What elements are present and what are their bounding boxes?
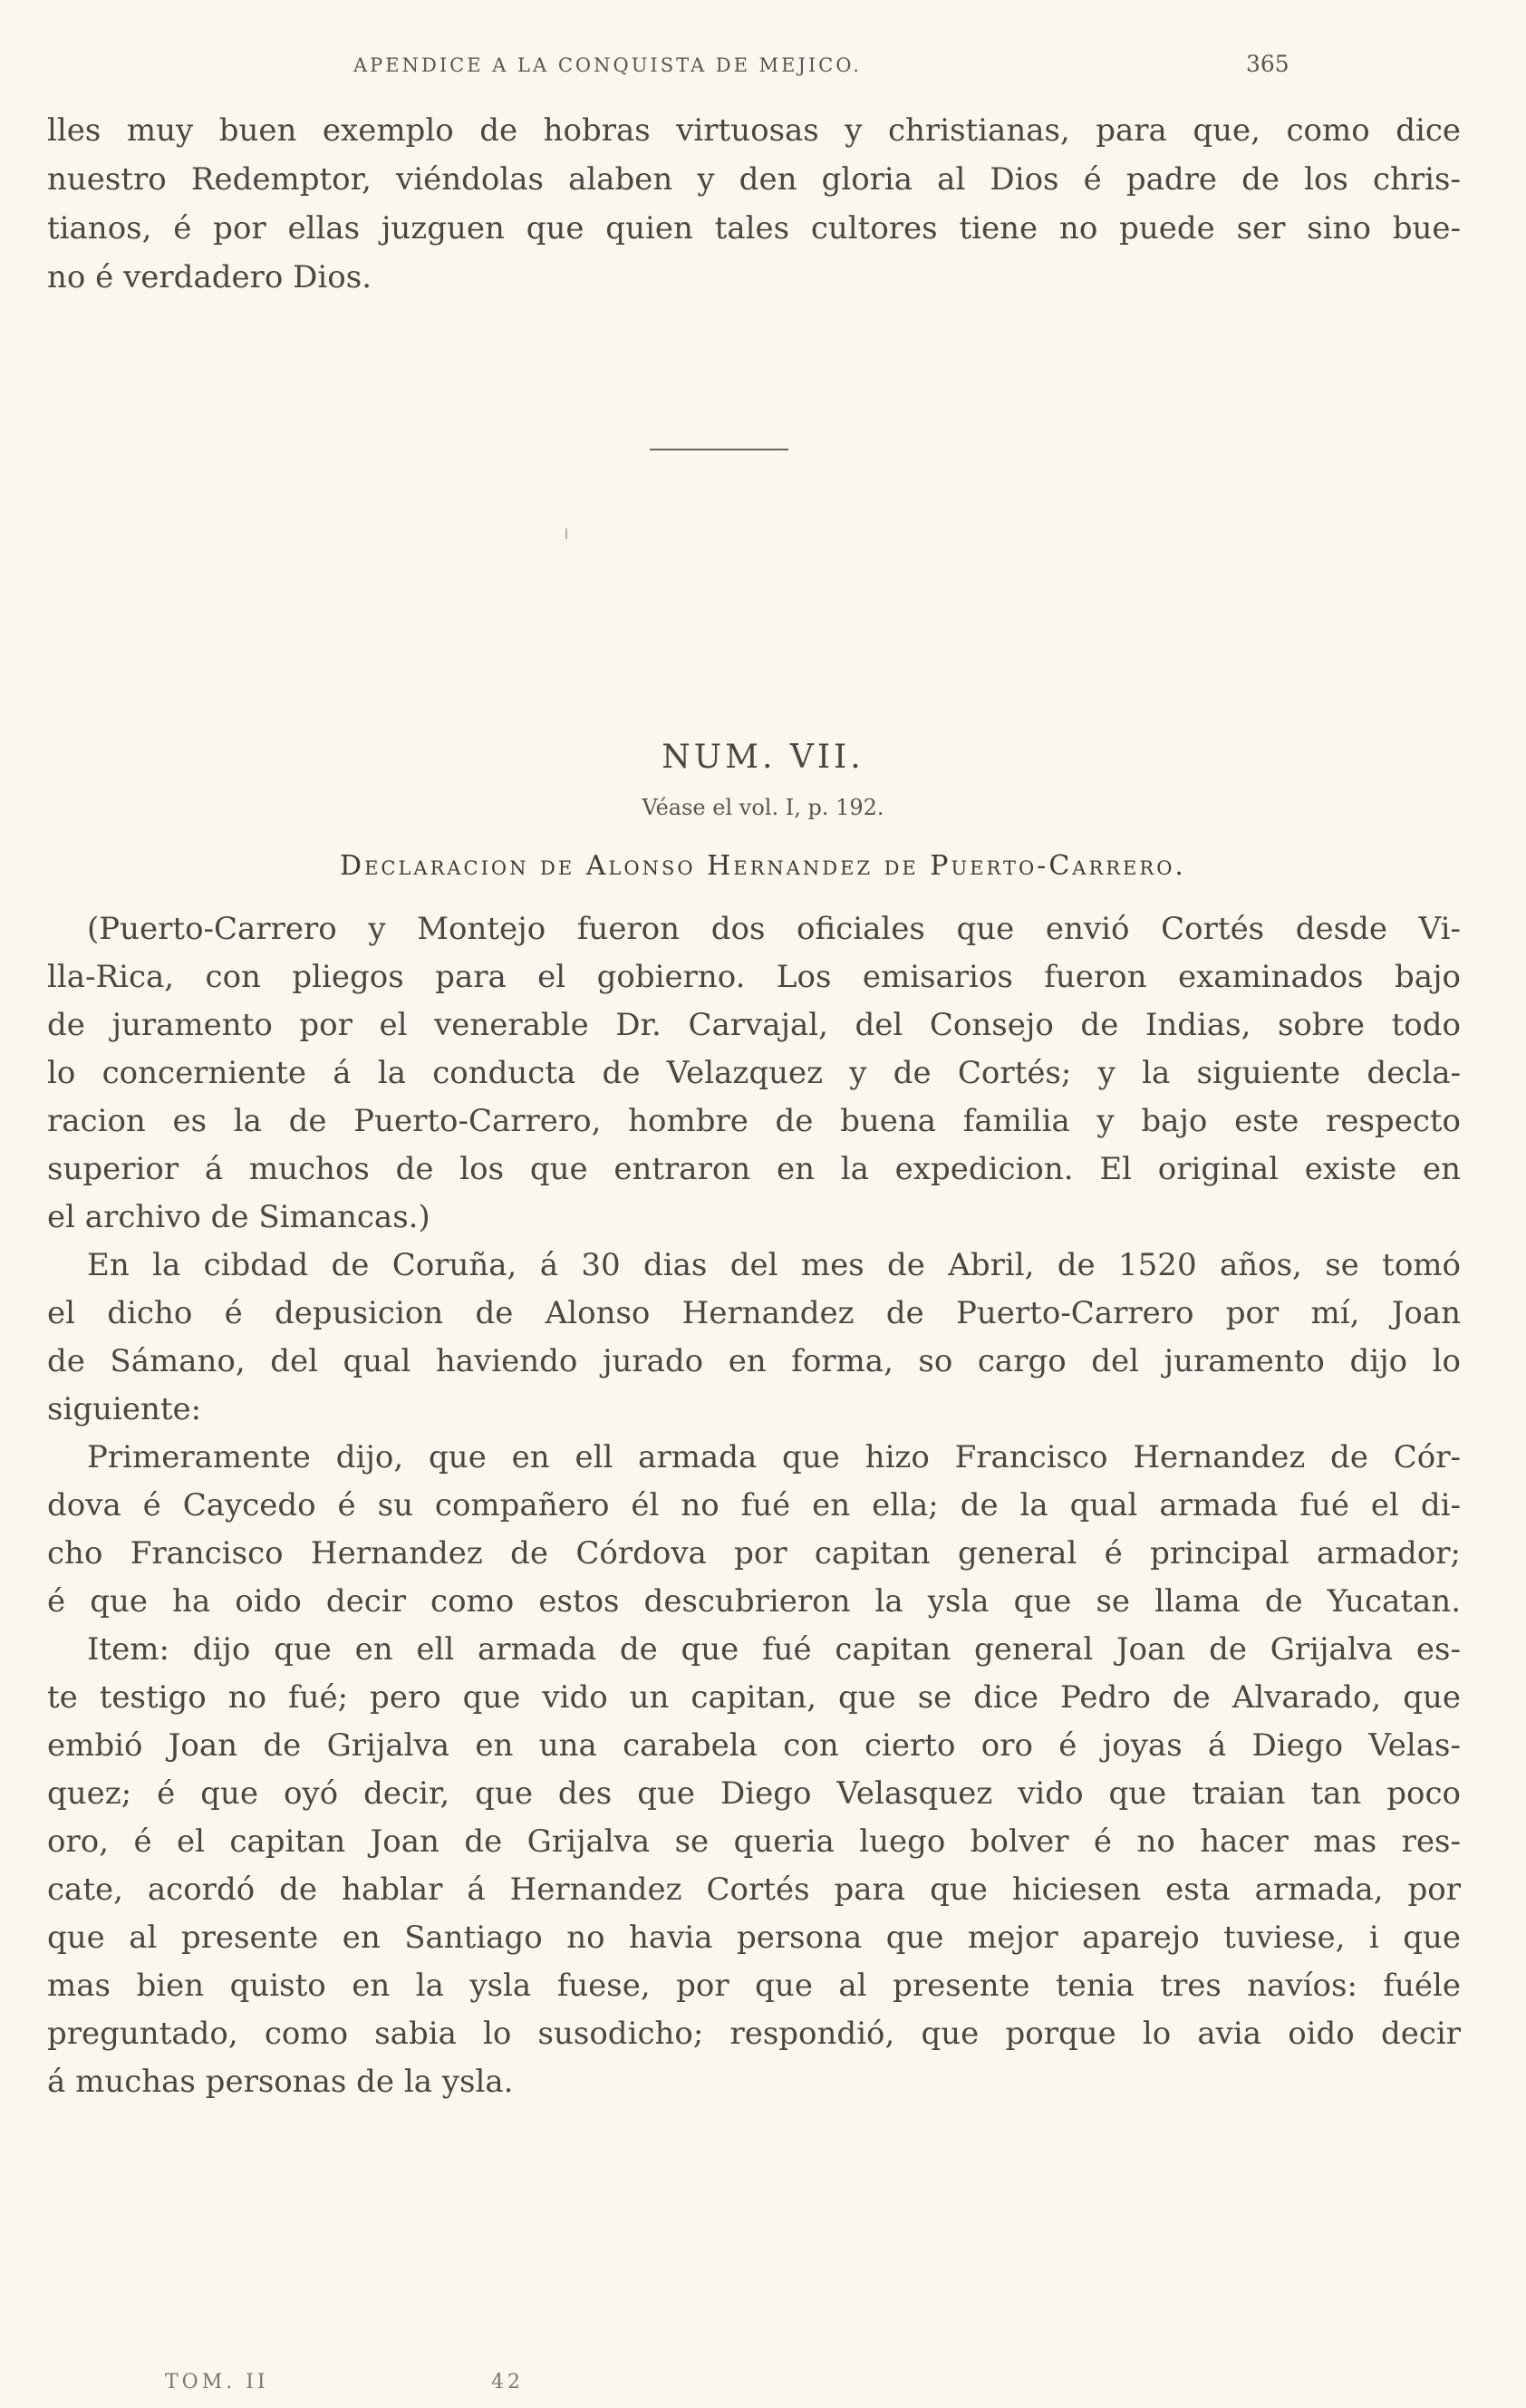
text-line: (Puerto-Carrero y Montejo fueron dos oficiales que envió Cortés desde Vi- (87, 911, 1461, 947)
text-line: lla-Rica, con pliegos para el gobierno. Los emisarios fueron examinados bajo (47, 959, 1461, 995)
text-line: superior á muchos de los que entraron en la expedicion. El original existe en (47, 1151, 1461, 1187)
text-line: Item: dijo que en ell armada de que fué capitan general Joan de Grijalva es- (87, 1631, 1461, 1668)
text-line: mas bien quisto en la ysla fuese, por que al presente tenia tres navíos: fuéle (47, 1968, 1461, 2004)
text-line: dova é Caycedo é su compañero él no fué en ella; de la qual armada fué el di- (47, 1487, 1461, 1523)
page-number: 365 (1246, 51, 1289, 77)
document-reference: Véase el vol. I, p. 192. (642, 795, 884, 820)
text-line: Primeramente dijo, que en ell armada que hizo Francisco Hernandez de Cór- (87, 1439, 1461, 1475)
text-line: quez; é que oyó decir, que des que Diego Velasquez vido que traian tan poco (47, 1775, 1461, 1812)
text-line: preguntado, como sabia lo susodicho; respondió, que porque lo avia oido decir (47, 2016, 1461, 2052)
volume-signature: TOM. II (165, 2371, 269, 2393)
text-line: nuestro Redemptor, viéndolas alaben y den gloria al Dios é padre de los chris- (47, 161, 1461, 198)
section-rule (650, 449, 788, 450)
text-line: te testigo no fué; pero que vido un capitan, que se dice Pedro de Alvarado, que (47, 1679, 1461, 1716)
running-head: APENDICE A LA CONQUISTA DE MEJICO. (353, 54, 862, 76)
text-line: á muchas personas de la ysla. (47, 2064, 514, 2100)
document-heading: Declaracion de Alonso Hernandez de Puerto-Carrero. (340, 850, 1186, 882)
text-line: é que ha oido decir como estos descubrieron la ysla que se llama de Yucatan. (47, 1583, 1461, 1620)
text-line: no é verdadero Dios. (47, 259, 372, 295)
text-line: racion es la de Puerto-Carrero, hombre de buena familia y bajo este respecto (47, 1103, 1461, 1139)
text-line: En la cibdad de Coruña, á 30 dias del mes de Abril, de 1520 años, se tomó (87, 1247, 1461, 1283)
text-line: lles muy buen exemplo de hobras virtuosas y christianas, para que, como dice (47, 112, 1461, 149)
text-line: de Sámano, del qual haviendo jurado en forma, so cargo del juramento dijo lo (47, 1343, 1461, 1379)
document-number: NUM. VII. (662, 739, 864, 776)
text-line: de juramento por el venerable Dr. Carvajal, del Consejo de Indias, sobre todo (47, 1007, 1461, 1043)
paper-speck (565, 528, 567, 539)
text-line: oro, é el capitan Joan de Grijalva se queria luego bolver é no hacer mas res- (47, 1823, 1461, 1860)
text-line: el archivo de Simancas.) (47, 1199, 430, 1235)
text-line: que al presente en Santiago no havia persona que mejor aparejo tuviese, i que (47, 1920, 1461, 1956)
text-line: el dicho é depusicion de Alonso Hernandez de Puerto-Carrero por mí, Joan (47, 1295, 1461, 1331)
text-line: cate, acordó de hablar á Hernandez Cortés para que hiciesen esta armada, por (47, 1871, 1461, 1908)
gathering-signature: 42 (491, 2371, 524, 2393)
text-line: lo concerniente á la conducta de Velazquez y de Cortés; y la siguiente decla- (47, 1055, 1461, 1091)
text-line: cho Francisco Hernandez de Córdova por capitan general é principal armador; (47, 1535, 1461, 1571)
text-line: tianos, é por ellas juzguen que quien tales cultores tiene no puede ser sino bue- (47, 210, 1461, 247)
text-line: embió Joan de Grijalva en una carabela con cierto oro é joyas á Diego Velas- (47, 1727, 1461, 1764)
text-line: siguiente: (47, 1391, 202, 1427)
